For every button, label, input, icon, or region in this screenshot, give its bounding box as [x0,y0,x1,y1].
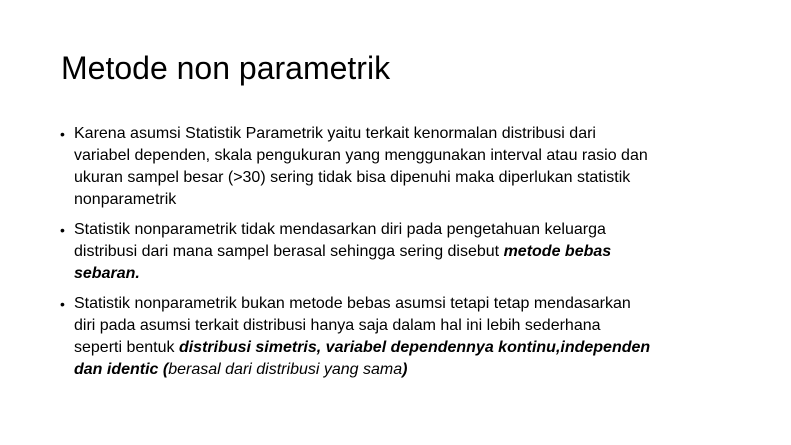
bullet-2-text: distribusi dari mana sampel berasal sehingga sering disebut [74,243,504,260]
bullet-3-line-1: Statistik nonparametrik bukan metode bebas asumsi tetapi tetap mendasarkan [74,295,631,312]
bullet-3-line-2: diri pada asumsi terkait distribusi hanya saja dalam hal ini lebih sederhana [74,317,601,334]
bullet-1-line-1: Karena asumsi Statistik Parametrik yaitu terkait kenormalan distribusi dari [74,125,596,142]
bullet-3-line-3 [74,337,760,359]
bullet-dot-icon: • [60,126,65,142]
bullet-1-line-3: ukuran sampel besar (>30) sering tidak bisa dipenuhi maka diperlukan statistik [74,169,631,186]
bullet-3-emphasis-a: dan identic ( [74,361,169,378]
bullet-item-1 [60,123,760,211]
bullet-3-italic: berasal dari distribusi yang sama [168,361,403,378]
bullet-1-line-2: variabel dependen, skala pengukuran yang menggunakan interval atau rasio dan [74,147,648,164]
bullet-2-emphasis: metode bebas [503,243,612,260]
bullet-3-line-4 [74,359,760,381]
bullet-3-emphasis-b: ) [402,361,408,378]
bullet-2-line-3: sebaran. [74,265,140,282]
bullet-item-2 [60,219,760,285]
bullet-item-3 [60,293,760,381]
bullet-2-line-1: Statistik nonparametrik tidak mendasarkan diri pada pengetahuan keluarga [74,221,606,238]
bullet-3-emphasis: distribusi simetris, variabel dependennya kontinu,independen [178,339,651,356]
bullet-3-text: seperti bentuk [74,339,179,356]
bullet-1-line-4: nonparametrik [74,191,177,208]
bullet-dot-icon: • [60,296,65,312]
bullet-list [60,123,760,389]
slide-title: Metode non parametrik [61,50,391,86]
bullet-dot-icon: • [60,222,65,238]
bullet-2-line-2 [74,241,760,263]
